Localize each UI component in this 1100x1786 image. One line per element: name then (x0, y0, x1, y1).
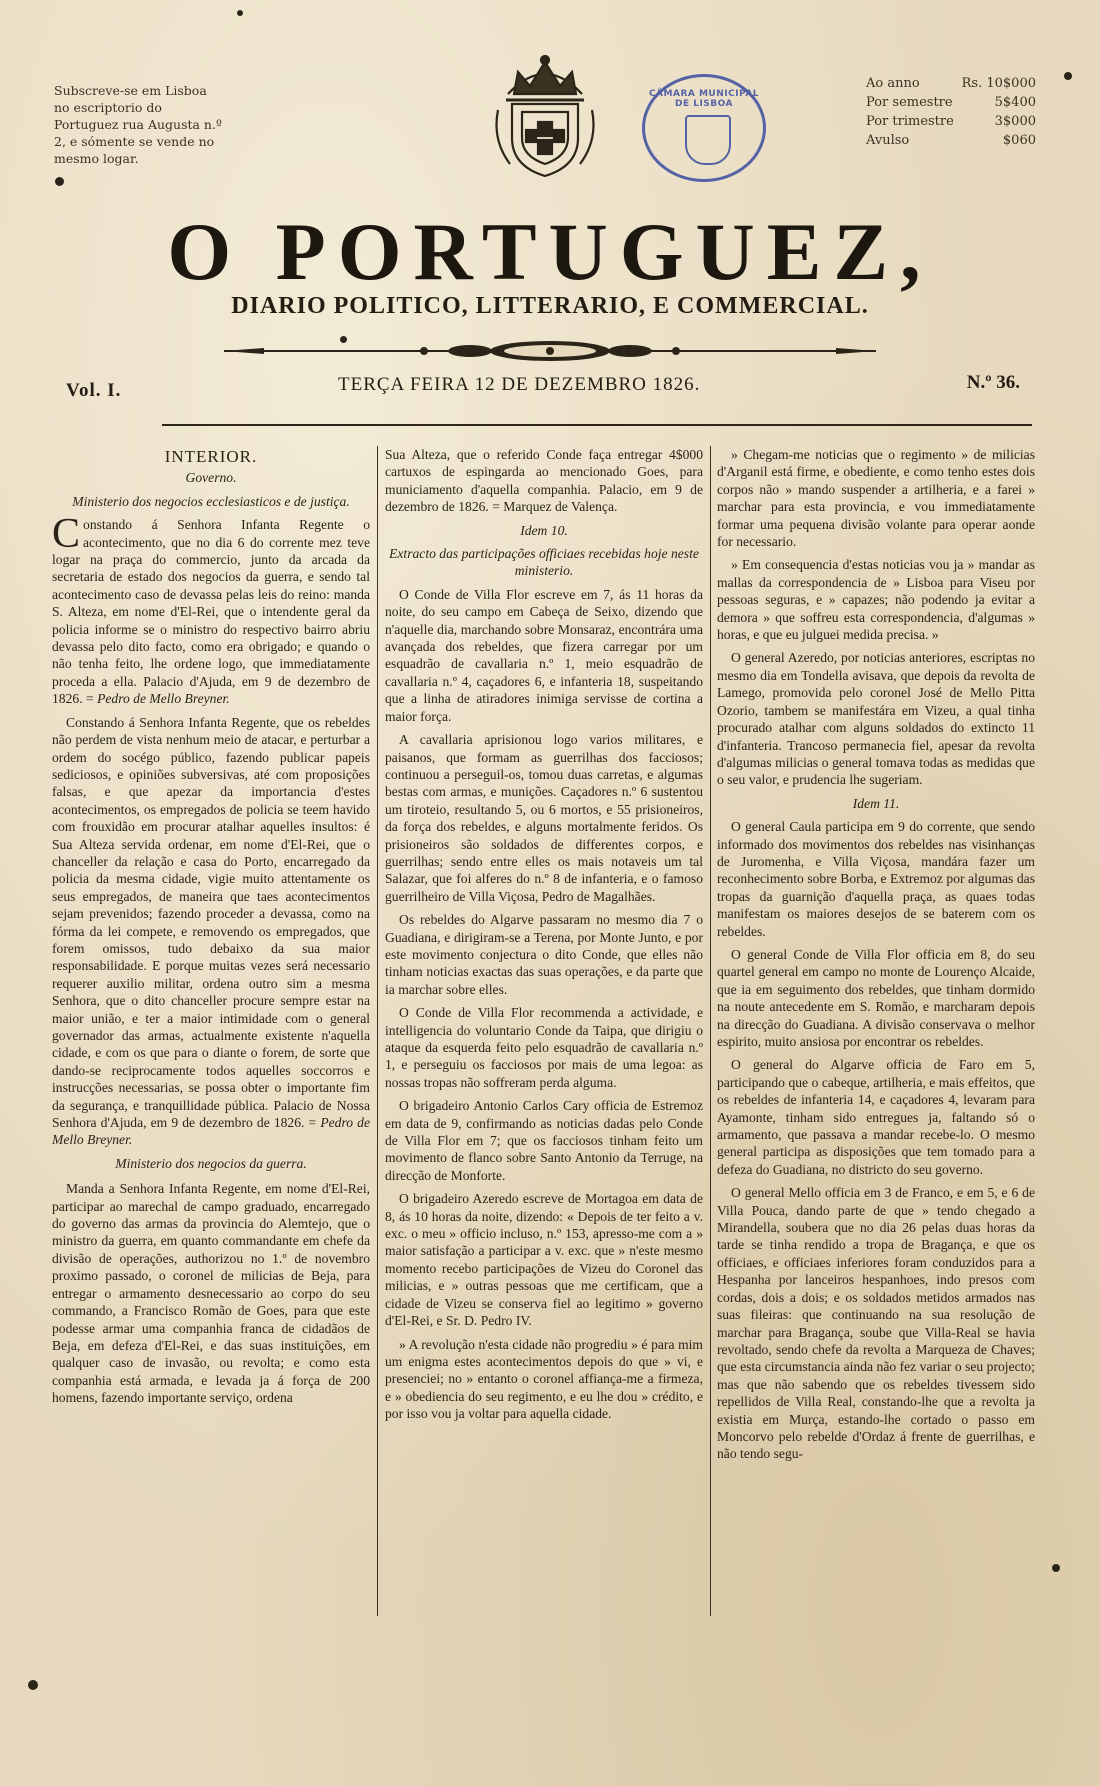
date-heading: Idem 11. (852, 795, 900, 811)
column-1 (52, 446, 370, 1706)
section-heading: INTERIOR. (164, 447, 258, 466)
price-value: Rs. 10$000 (961, 76, 1036, 91)
column-divider (377, 446, 378, 1616)
article-paragraph (52, 714, 370, 1149)
paragraph-text: Constando á Senhora Infanta Regente, que os rebeldes não perdem de vista nenhum meio de atacar, e perturbar a ordem do socégo público, fazendo publicar papeis sediciosos, e opiniões subversivas, até com proposições falsas, e que apezar da importancia d'estes acontecimentos, os empregados de policia se teem havido com frouxidão em procurar atalhar aquelles insultos: é Sua Alteza servida ordenar, em nome d'El-Rei, que o chanceller da relação e casa do Porto, encarregado da policia da mesma cidade, vigie muito attentamente os seus empregados, de maneira que taes acontecimentos sejam prevenidos; fazendo proceder a devassa, como na fórma da lei compete, e removendo os empregados, que forem omissos, tudo debaixo da sua maior responsabilidade. E porque muitas vezes será necessario requerer auxilio militar, ordena outro sim a mesma Senhora, que o dito chanceller procure sempre estar na maior união, e ter a maior intimidade com o general governador das armas, actualmente existente n'aquella cidade, e com os que para o diante o forem, de sorte que dando-se reciprocamente todos aquelles soccorros e instrucções necessarias, se possa obter o importante fim da segurança, e tranquillidade pública. Palacio de Nossa Senhora d'Ajuda, em 9 de dezembro de 1826. = (52, 714, 370, 1131)
article-paragraph: Os rebeldes do Algarve passaram no mesmo dia 7 o Guadiana, e dirigiram-se a Terena, por Monte Junto, e por este movimento conjectura o dito Conde, que elles não tinham noticias exactas das suas operações, e da parte que ia marchar sobre elles. (385, 912, 703, 997)
issue-date: TERÇA FEIRA 12 DE DEZEMBRO 1826. (338, 374, 701, 395)
volume-number: Vol. I. (66, 380, 122, 401)
ink-spot (28, 1680, 38, 1690)
article-paragraph: A cavallaria aprisionou logo varios militares, e paisanos, que formam as guerrilhas dos facciosos; continuou a perseguil-os, tomou duas carretas, e algumas bestas com armas, e munições. Caçadores n.º 6 sustentou um tiroteio, resultando 5, ou 6 mortos, e 55 prisioneiros, da força dos rebeldes, e alguns mortalmente feridos. Os prisioneiros são soldados de differentes corpos, e guerrilhas; sendo entre elles os mais notaveis um tal Salazar, que foi alferes do n.º 8 de infanteria, e o famoso guerrilheiro de Villa Viçosa, Pedro de Magalhães. (385, 732, 703, 904)
subsection-heading: Governo. (185, 470, 237, 486)
article-paragraph: O brigadeiro Antonio Carlos Cary officia de Estremoz em data de 9, confirmando as noticias dadas pelo Conde de Villa Flor em 7; que os facciosos tinham feito um movimento de flanco sobre Santo Antonio da Terruge, na direcção de Monforte. (385, 1098, 703, 1183)
extract-heading: Extracto das participações officiaes recebidas hoje neste ministerio. (389, 546, 699, 579)
ink-spot (237, 10, 243, 16)
stamp-text: CÂMARA MUNICIPAL DE LISBOA (648, 89, 760, 109)
drop-cap: C (52, 511, 81, 558)
price-label: Por trimestre (866, 114, 954, 129)
article-paragraph: O brigadeiro Azeredo escreve de Mortagoa em data de 8, ás 10 horas da noite, dizendo: « Depois de ter feito a v. exc. o meu » officio incluso, n.º 153, apresso-me com a » maior satisfação a participar a v. exc. que » n'este mesmo momento recebo participações de Vizeu do Coronel das milicias, e » outras pessoas que me certificam, que a cidade de Vizeu se conserva fiel ao legitimo » governo d'El-Rei, e Sr. D. Pedro IV. (385, 1191, 703, 1329)
ink-spot (1064, 72, 1072, 80)
ink-spot (55, 177, 64, 186)
newspaper-subtitle: DIARIO POLITICO, LITTERARIO, E COMMERCIAL. (231, 293, 869, 319)
article-paragraph: O general Conde de Villa Flor officia em 8, do seu quartel general em campo no monte de Lourenço Alcaide, que ia em seguimento dos rebeldes, que tinham dormido na noute antecedente em S. Romão, e marcharam depois na direcção do Guadiana. A divisão conservava o melhor espirito, muito ansiosa por encontrar os rebeldes. (717, 946, 1035, 1049)
article-paragraph: » Em consequencia d'estas noticias vou ja » mandar as mallas da correspondencia de » Lisboa para Viseu por pessoas seguras, e » capazes; não podendo ja evitar a demora » que soffreu esta correspondencia, d'algumas » horas, e que eu julguei medida precisa. » (717, 557, 1035, 643)
ministry-heading: Ministerio dos negocios da guerra. (115, 1155, 307, 1171)
subscription-note: Subscreve-se em Lisboa no escriptorio do Portuguez rua Augusta n.º 2, e sómente se vende no mesmo logar. (54, 83, 222, 166)
signature: Pedro de Mello Breyner. (97, 691, 230, 707)
header-rule (162, 424, 1032, 426)
paragraph-text: onstando á Senhora Infanta Regente o acontecimento, que no dia 6 do corrente mez teve logar na praça do commercio, junto da arcada da secretaria de estado dos negocios da guerra, e sendo tal acontecimento caso de devassa pelas leis do reino: manda S. Alteza, em nome d'El-Rei, que o intendente geral da policia informe se o ministro do respectivo bairro abriu devassa pelo dito facto, como era obrigado; e quando o não tenha feito, lhe ordene logo, que immediatamente proceda a ella. Palacio d'Ajuda, em 9 de dezembro de 1826. = (52, 517, 370, 707)
price-row (866, 93, 1036, 112)
price-label: Avulso (866, 133, 910, 148)
ink-spot (1052, 1564, 1060, 1572)
subscription-prices (866, 74, 1036, 150)
ornamental-rule-icon (224, 338, 876, 364)
stamp-shield-icon (685, 115, 731, 165)
article-paragraph: O Conde de Villa Flor escreve em 7, ás 11 horas da noite, do seu campo em Cabeça de Seixo, dizendo que n'aquelle dia, marchando sobre Monsaraz, encontrára uma avançada dos rebeldes, que fizera carregar por um esquadrão de cavallaria n.º 1, meio esquadrão de cavallaria n.º 4, caçadores 6, e infanteria 18, suspeitando que a linha de atiradores inimiga servisse de cortina a maior força. (385, 586, 703, 724)
article-paragraph: O general Azeredo, por noticias anteriores, escriptas no mesmo dia em Tondella avisava, que depois da revolta de Lamego, promovida pelo coronel José de Mello Pitta Ozorio, tambem se manifestára em Vizeu, a qual tinha procurado atalhar com alguns soldados do extincto 11 d'infanteria. Trancoso permanecia fiel, apesar da revolta d'algumas milicias o general tomava todas as medidas que o seu valor, e prudencia lhe sugeriam. (717, 650, 1035, 788)
issue-number: N.º 36. (966, 372, 1020, 393)
article-paragraph: » Chegam-me noticias que o regimento » de milicias d'Arganil está firme, e obediente, e como tenho estes dois corpos não » mando suspender a artilheria, e a farei » marchar para esta provincia, e vou immediatamente formar uma pequena divisão volante para operar aonde for necessario. (717, 447, 1035, 550)
article-paragraph: O general Caula participa em 9 do corrente, que sendo informado dos movimentos dos rebeldes nas visinhanças de Juromenha, e Villa Viçosa, mandára fazer um reconhecimento sobre Borba, e Extremoz por algumas das tropas da guarnição d'aquella praça, as quaes todas manifestam os maiores desejos de se baterem com os rebeldes. (717, 819, 1035, 939)
newspaper-title: O PORTUGUEZ, (167, 206, 933, 297)
price-label: Ao anno (866, 76, 920, 91)
column-3 (717, 446, 1035, 1706)
ministry-heading: Ministerio dos negocios ecclesiasticos e de justiça. (72, 493, 350, 509)
article-paragraph (52, 511, 370, 707)
price-value: $060 (1002, 133, 1036, 148)
article-paragraph: O general Mello officia em 3 de Franco, e em 5, e 6 de Villa Pouca, dando parte de que » tendo chegado a Mirandella, soubera que no dia 26 pelas duas horas da tarde se tinha rendido a tropa de Bragança, e que os officiaes, e officiaes inferiores foram conduzidos para a Hespanha por lanceiros hespanhoes, indo presos com cordas, dois a dois; e os soldados metidos armados nas suas fileiras: que continuando na sua resolução de marchar para Bragança, soube que Villa-Real se havia revoltado, sendo chefe da revolta a Marqueza de Chaves; que esta circumstancia ainda não fez variar o seu projecto; mas que não sabendo que os rebeldes tivessem sido repellidos de Villa Real, constando-lhe que a revolta ja existia em Murça, estando-lhe cortado o passo em Moncorvo pelo rebelde d'Ordaz á frente de guerrilhas, e não tendo segu- (717, 1185, 1035, 1462)
article-paragraph: » A revolução n'esta cidade não progrediu » é para mim um enigma estes acontecimentos depois do que » vi, e presenciei; no » entanto o coronel affiança-me a firmeza, e » obediencia do seu regimento, e eu lhe dou » crédito, e por isso vou ja voltar para aquella cidade. (385, 1336, 703, 1422)
article-paragraph: O general do Algarve officia de Faro em 5, participando que o cabeque, artilheria, e mais effeitos, que os rebeldes de infanteria 14, e caçadores 4, levaram para Ayamonte, tinham sido entregues ja, faltando só o armamento, que passava a mandar recebe-lo. O mesmo general participa as disposições que tem tomado para a defeza do Guadiana, no districto do seu governo. (717, 1057, 1035, 1177)
column-2 (385, 446, 703, 1706)
signature: Pedro de Mello Breyner. (52, 1115, 370, 1148)
article-paragraph: O Conde de Villa Flor recommenda a actividade, e intelligencia do voluntario Conde da Taipa, que dirigiu o ataque da esquerda feito pelo esquadrão de cavallaria n.º 1, e perseguiu os facciosos por mais de uma legoa: as nossas tropas não soffreram perda alguma. (385, 1005, 703, 1090)
price-value: 3$000 (994, 114, 1036, 129)
date-heading: Idem 10. (520, 522, 568, 538)
article-paragraph: Sua Alteza, que o referido Conde faça entregar 4$000 cartuxos de espingarda ao mencionado Goes, para municiamento d'aquella companhia. Palacio, em 9 de dezembro de 1826. = Marquez de Valença. (385, 447, 703, 515)
price-value: 5$400 (994, 95, 1036, 110)
column-divider (710, 446, 711, 1616)
price-row (866, 74, 1036, 93)
library-stamp (642, 74, 766, 182)
article-paragraph: Manda a Senhora Infanta Regente, em nome d'El-Rei, participar ao marechal de campo graduado, encarregado do governo das armas da provincia do Alemtejo, que o ministro da guerra, em quanto commandante em chefe da divisão de operações, authorizou no 1.º de novembro proximo passado, o coronel de milicias de Beja, para entregar o armamento desnecessario ao corpo do seu commando, a Francisco Romão de Goes, para que este podesse armar uma companhia franca de cidadãos de Beja, em defeza d'El-Rei, e das suas instituições, em qualquer caso de invasão, ou revolta; e como esta companhia está armada, e levada ja á força de 200 homens, fazendo importante serviço, ordena (52, 1181, 370, 1406)
price-label: Por semestre (866, 95, 953, 110)
price-row (866, 131, 1036, 150)
royal-coat-of-arms-icon (488, 50, 602, 182)
price-row (866, 112, 1036, 131)
